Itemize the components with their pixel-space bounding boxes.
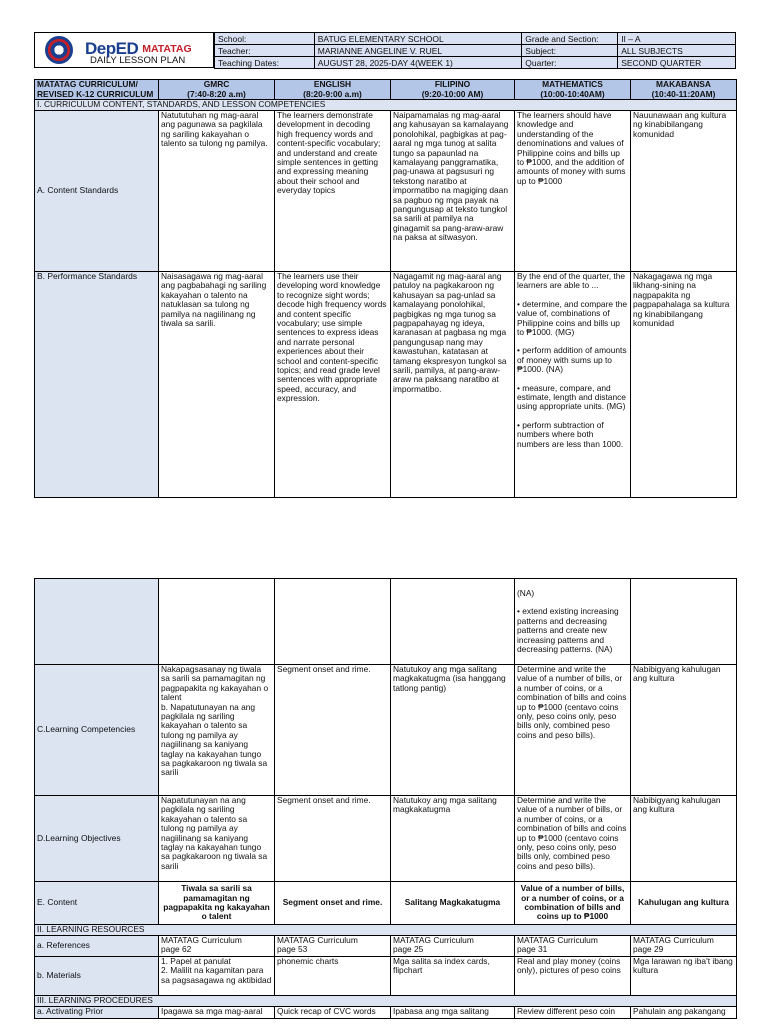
deped-logo: DepED [85, 39, 139, 58]
performance-standards-filipino: Nagagamit ng mag-aaral ang patuloy na pagkakaroon ng kahusayan sa pag-unlad sa kamalayang ponolohikal, pagbigkas ng mga tunog sa pagpapahayag ng ideya, karanasan at pagbasa ng mga pangungusap nang may kawastuhan, katatasan at tamang ekspresyon tungkol sa sarili, pamilya, at pang-araw-araw na paksang naratibo at impormatibo. [391, 272, 515, 498]
content-standards-gmrc: Natututuhan ng mag-aaral ang pagunawa sa pagkilala ng sariling kakayahan o talento sa tulong ng pamilya. [159, 111, 275, 272]
competencies-math: Determine and write the value of a number of bills, or a number of coins, or a combination of bills and coins up to ₱1000 (centavo coins only, peso coins only, peso bills only, combined peso coins and peso bills). [515, 665, 631, 796]
references-label: a. References [35, 936, 159, 957]
content-filipino: Salitang Magkakatugma [391, 882, 515, 925]
objectives-english: Segment onset and rime. [275, 796, 391, 882]
col-english-header: ENGLISH (8:20-9:00 a.m) [275, 80, 391, 100]
objectives-label: D.Learning Objectives [35, 796, 159, 882]
continued-makabansa [631, 579, 737, 665]
grade-value: II – A [618, 33, 736, 45]
col-filipino-header: FILIPINO (9:20-10:00 AM) [391, 80, 515, 100]
section-learning-resources: II. LEARNING RESOURCES [35, 925, 737, 936]
math-perf-bullet-3: • measure, compare, and estimate, length and distance using appropriate units. (MG) [517, 382, 626, 412]
activating-math: Review different peso coin [515, 1007, 631, 1019]
dates-value: AUGUST 28, 2025-DAY 4(WEEK 1) [314, 57, 522, 69]
brand-row [85, 39, 192, 58]
references-math: MATATAG Curriculum page 31 [515, 936, 631, 957]
competencies-english: Segment onset and rime. [275, 665, 391, 796]
performance-standards-gmrc: Naisasagawa ng mag-aaral ang pagbabahagi ng sariling kakayahan o talento na natuklasan sa tulong ng pamilya na nagiilinang ng tiwala sa sarili. [159, 272, 275, 498]
materials-filipino: Mga salita sa index cards, flipchart [391, 957, 515, 996]
continued-filipino [391, 579, 515, 665]
objectives-makabansa: Nabibigyang kahulugan ang kultura [631, 796, 737, 882]
section-curriculum-content: I. CURRICULUM CONTENT, STANDARDS, AND LESSON COMPETENCIES [35, 100, 737, 111]
content-standards-english: The learners demonstrate development in decoding high frequency words and content-specific vocabulary; and understand and create simple sentences in getting and expressing meaning about their school and everyday topics [275, 111, 391, 272]
continued-gmrc [159, 579, 275, 665]
school-value: BATUG ELEMENTARY SCHOOL [314, 33, 522, 45]
materials-makabansa: Mga larawan ng iba't ibang kultura [631, 957, 737, 996]
daily-lesson-plan-label: DAILY LESSON PLAN [90, 55, 186, 66]
deped-seal-icon [45, 36, 73, 64]
materials-math: Real and play money (coins only), pictures of peso coins [515, 957, 631, 996]
lesson-grid-page-two [34, 578, 737, 1019]
col-math-header: MATHEMATICS (10:00-10:40AM) [515, 80, 631, 100]
content-makabansa: Kahulugan ang kultura [631, 882, 737, 925]
page-two [0, 574, 768, 1024]
teacher-value: MARIANNE ANGELINE V. RUEL [314, 45, 522, 57]
content-standards-math: The learners should have knowledge and understanding of the denominations and values of Philippine coins and bills up to ₱1000, and the addition of amounts of money with sums up to ₱1000 [515, 111, 631, 272]
col-gmrc-header: GMRC (7:40-8:20 a.m) [159, 80, 275, 100]
content-standards-filipino: Naipamamalas ng mag-aaral ang kahusayan sa kamalayang ponolohikal, pagbigkas at pag-aaral ng mga tunog at salita tungo sa papaunlad na kamalayang panggramatika, pag-unawa at pagsusuri ng tekstong naratibo at impormatibo na magiging daan sa pagbuo ng mga payak na pangungusap at teksto tungkol sa sarili at pamilya na ginagamit sa pang-araw-araw na paksa at sitwasyon. [391, 111, 515, 272]
performance-standards-label: B. Performance Standards [35, 272, 159, 498]
competencies-label: C.Learning Competencies [35, 665, 159, 796]
objectives-filipino: Natutukoy ang mga salitang magkakatugma [391, 796, 515, 882]
objectives-math: Determine and write the value of a number of bills, or a number of coins, or a combination of bills and coins up to ₱1000 (centavo coins only, peso coins only, peso bills only, combined peso coins and peso bills). [515, 796, 631, 882]
materials-english: phonemic charts [275, 957, 391, 996]
content-standards-makabansa: Nauunawaan ang kultura ng kinabibilangang komunidad [631, 111, 737, 272]
school-label: School: [215, 33, 315, 45]
content-math: Value of a number of bills, or a number of coins, or a combination of bills and coins up to ₱1000 [515, 882, 631, 925]
section-learning-procedures: III. LEARNING PROCEDURES [35, 996, 737, 1007]
math-perf-bullet-2: • perform addition of amounts of money with sums up to ₱1000. (NA) [517, 345, 627, 375]
objectives-gmrc: Napatutunayan na ang pagkilala ng sariling kakayahan o talento sa tulong ng pamilya ay nagiilinang sa kaniyang taglay na kakayahan tungo sa pagkakaroon ng tiwala sa sarili [159, 796, 275, 882]
performance-standards-english: The learners use their developing word knowledge to recognize sight words; decode high frequency words and content specific vocabulary; use simple sentences to express ideas and narrate personal experiences about their school and content-specific topics; and read grade level sentences with appropriate speed, accuracy, and expression. [275, 272, 391, 498]
content-gmrc: Tiwala sa sarili sa pamamagitan ng pagpapakita ng kakayahan o talent [159, 882, 275, 925]
col-makabansa-header: MAKABANSA (10:40-11:20AM) [631, 80, 737, 100]
competencies-gmrc: Nakapagsasanay ng tiwala sa sarili sa pamamagitan ng pagpapakita ng kakayahan o talent b. Napatutunayan na ang pagkilala ng sariling kakayahan o talento sa tulong ng pamilya ay nagiilinang sa kaniyang taglay na kakayahan tungo sa pagkakaroon ng tiwala sa sarili [159, 665, 275, 796]
activating-label: a. Activating Prior [35, 1007, 159, 1019]
activating-filipino: Ipabasa ang mga salitang [391, 1007, 515, 1019]
content-standards-label: A. Content Standards [35, 111, 159, 272]
subject-value: ALL SUBJECTS [618, 45, 736, 57]
continued-english [275, 579, 391, 665]
quarter-label: Quarter: [522, 57, 618, 69]
content-label: E. Content [35, 882, 159, 925]
header-info-table [214, 32, 736, 69]
grade-label: Grade and Section: [522, 33, 618, 45]
references-makabansa: MATATAG Curriculum page 29 [631, 936, 737, 957]
performance-standards-math [515, 272, 631, 498]
continued-math [515, 579, 631, 665]
matatag-logo: MATATAG [142, 43, 192, 55]
dates-label: Teaching Dates: [215, 57, 315, 69]
subject-label: Subject: [522, 45, 618, 57]
continued-label [35, 579, 159, 665]
references-english: MATATAG Curriculum page 53 [275, 936, 391, 957]
references-filipino: MATATAG Curriculum page 25 [391, 936, 515, 957]
math-continued-na: (NA) [517, 588, 535, 598]
math-perf-bullet-1: • determine, and compare the value of, combinations of Philippine coins and bills up to ₱1000. (MG) [517, 298, 628, 338]
competencies-makabansa: Nabibigyang kahulugan ang kultura [631, 665, 737, 796]
lesson-grid-page-one [34, 79, 737, 498]
math-perf-intro: By the end of the quarter, the learners are able to ... [517, 271, 626, 291]
activating-gmrc: Ipagawa sa mga mag-aaral [159, 1007, 275, 1019]
materials-gmrc: 1. Papel at panulat 2. Malilit na kagamitan para sa pagsasagawa ng aktibidad [159, 957, 275, 996]
col-curriculum-header: MATATAG CURRICULUM/ REVISED K-12 CURRICULUM [35, 80, 159, 100]
performance-standards-makabansa: Nakagagawa ng mga likhang-sining na nagpapakita ng pagpapahalaga sa kultura ng kinabibilangang komunidad [631, 272, 737, 498]
references-gmrc: MATATAG Curriculum page 62 [159, 936, 275, 957]
activating-makabansa: Pahulain ang pakangang [631, 1007, 737, 1019]
math-perf-bullet-4: • perform subtraction of numbers where both numbers are less than 1000. [517, 419, 624, 449]
content-english: Segment onset and rime. [275, 882, 391, 925]
teacher-label: Teacher: [215, 45, 315, 57]
logo-block [34, 32, 214, 68]
competencies-filipino: Natutukoy ang mga salitang magkakatugma (isa hanggang tatlong pantig) [391, 665, 515, 796]
math-perf-bullet-5: • extend existing increasing patterns and decreasing patterns and create new increasing patterns and decreasing patterns. (NA) [517, 606, 619, 655]
activating-english: Quick recap of CVC words [275, 1007, 391, 1019]
quarter-value: SECOND QUARTER [618, 57, 736, 69]
materials-label: b. Materials [35, 957, 159, 996]
